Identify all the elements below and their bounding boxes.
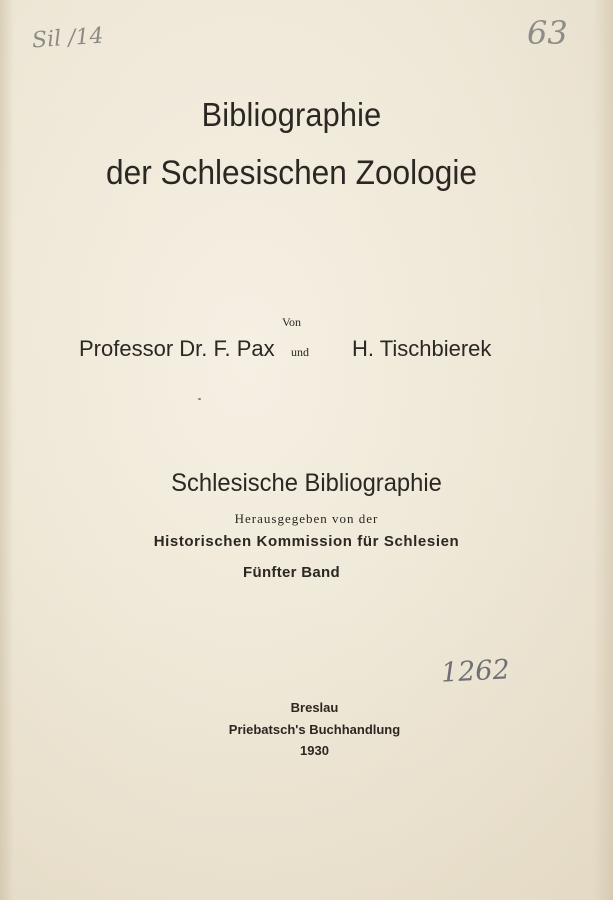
handwritten-note-top-right: 63 — [527, 14, 568, 52]
author-2: H. Tischbierek — [352, 336, 492, 361]
book-title-line-1: Bibliographie — [201, 96, 382, 133]
author-1: Professor Dr. F. Pax — [79, 336, 275, 361]
book-title-line-2: der Schlesischen Zoologie — [106, 154, 477, 192]
handwritten-note-top-left: Sil /14 — [31, 23, 105, 54]
by-label: Von — [281, 315, 302, 329]
edited-by-label: Herausgegeben von der — [234, 511, 379, 526]
paper-speck — [198, 398, 201, 400]
commission-name: Historischen Kommission für Schlesien — [153, 533, 460, 550]
publication-year: 1930 — [300, 743, 329, 758]
series-title: Schlesische Bibliographie — [171, 469, 442, 497]
conjunction: und — [291, 345, 309, 359]
volume-label: Fünfter Band — [243, 564, 340, 581]
publisher-name: Priebatsch's Buchhandlung — [228, 722, 401, 737]
publication-place: Breslau — [290, 700, 339, 715]
handwritten-note-middle: 1262 — [440, 654, 511, 689]
